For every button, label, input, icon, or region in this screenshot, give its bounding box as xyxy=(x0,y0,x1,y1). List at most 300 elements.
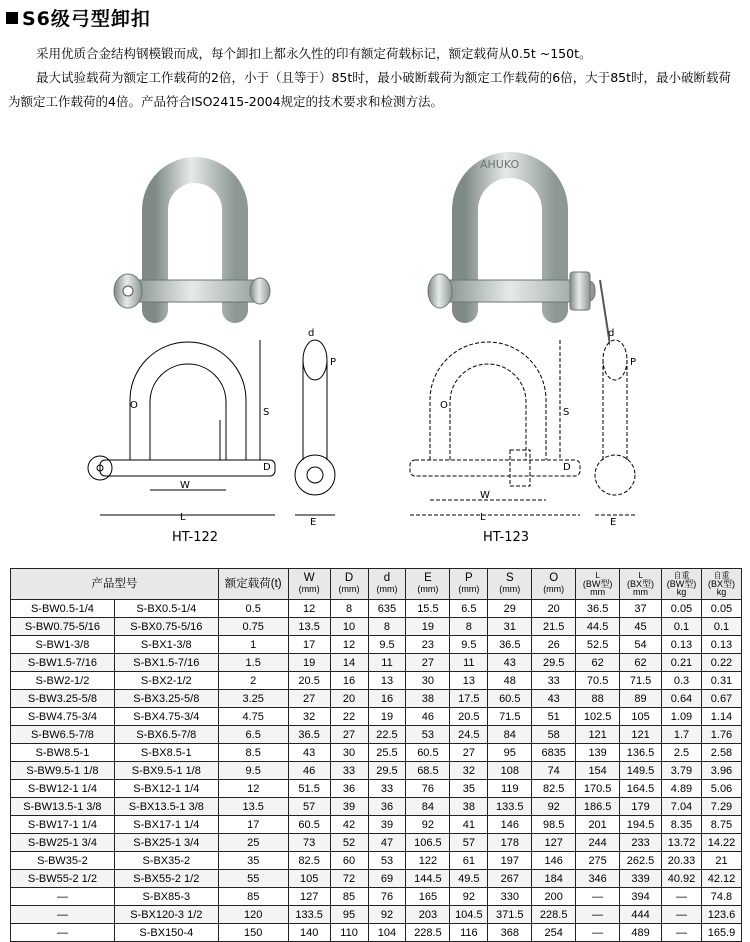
table-cell: 13.72 xyxy=(662,834,702,852)
table-cell: 22 xyxy=(330,708,368,726)
table-cell: 8 xyxy=(368,618,406,636)
table-cell: 51.5 xyxy=(288,780,330,798)
table-cell: 74.8 xyxy=(701,888,741,906)
table-cell: 13 xyxy=(368,672,406,690)
svg-text:L: L xyxy=(480,512,486,523)
table-cell: 98.5 xyxy=(532,816,576,834)
table-cell: 57 xyxy=(450,834,488,852)
table-cell: 6.5 xyxy=(218,726,288,744)
table-cell: S-BX0.75-5/16 xyxy=(114,618,218,636)
table-cell: 339 xyxy=(620,870,662,888)
table-cell: 106.5 xyxy=(406,834,450,852)
table-cell: 12 xyxy=(330,636,368,654)
table-cell: 635 xyxy=(368,600,406,618)
table-cell: 244 xyxy=(576,834,620,852)
svg-text:d: d xyxy=(308,328,315,339)
table-cell: 1 xyxy=(218,636,288,654)
table-cell: S-BX35-2 xyxy=(114,852,218,870)
intro-paragraph-1: 采用优质合金结构钢模锻而成，每个卸扣上都永久性的印有额定荷载标记，额定载荷从0.5t ~150t。 xyxy=(36,46,592,61)
table-cell: 27 xyxy=(288,690,330,708)
table-cell: 33 xyxy=(368,780,406,798)
table-row xyxy=(11,798,742,816)
table-cell: 133.5 xyxy=(488,798,532,816)
table-cell: 62 xyxy=(576,654,620,672)
table-cell: 39 xyxy=(368,816,406,834)
table-cell: S-BX55-2 1/2 xyxy=(114,870,218,888)
table-cell: 105 xyxy=(288,870,330,888)
table-cell: 48 xyxy=(488,672,532,690)
table-cell: S-BX3.25-5/8 xyxy=(114,690,218,708)
table-cell: 88 xyxy=(576,690,620,708)
table-cell: 201 xyxy=(576,816,620,834)
table-cell: 69 xyxy=(368,870,406,888)
table-cell: 84 xyxy=(488,726,532,744)
table-cell: 23 xyxy=(406,636,450,654)
header-w: W (mm) xyxy=(288,569,330,600)
table-row xyxy=(11,672,742,690)
table-cell: S-BX25-1 3/4 xyxy=(114,834,218,852)
table-row xyxy=(11,888,742,906)
table-cell: 0.75 xyxy=(218,618,288,636)
table-cell: 1.7 xyxy=(662,726,702,744)
table-row xyxy=(11,852,742,870)
table-cell: 13 xyxy=(450,672,488,690)
table-cell: 82.5 xyxy=(288,852,330,870)
table-cell: 444 xyxy=(620,906,662,924)
table-cell: 32 xyxy=(288,708,330,726)
table-cell: 60 xyxy=(330,852,368,870)
table-cell: S-BW1-3/8 xyxy=(11,636,115,654)
drawing-caption-ht-122: HT-122 xyxy=(172,530,219,545)
table-cell: 16 xyxy=(368,690,406,708)
table-cell: S-BW25-1 3/4 xyxy=(11,834,115,852)
table-cell: 44.5 xyxy=(576,618,620,636)
table-cell: 0.1 xyxy=(662,618,702,636)
table-cell: 146 xyxy=(488,816,532,834)
table-cell: S-BW13.5-1 3/8 xyxy=(11,798,115,816)
table-cell: 15.5 xyxy=(406,600,450,618)
table-cell: 368 xyxy=(488,924,532,942)
table-cell: S-BX150-4 xyxy=(114,924,218,942)
table-cell: 20 xyxy=(532,600,576,618)
table-cell: 1.09 xyxy=(662,708,702,726)
table-cell: 19 xyxy=(288,654,330,672)
table-cell: S-BW1.5-7/16 xyxy=(11,654,115,672)
table-cell: S-BX85-3 xyxy=(114,888,218,906)
table-cell: 4.75 xyxy=(218,708,288,726)
table-cell: — xyxy=(576,888,620,906)
svg-text:L: L xyxy=(180,512,186,523)
table-cell: S-BW0.5-1/4 xyxy=(11,600,115,618)
table-cell: 92 xyxy=(368,906,406,924)
table-cell: 116 xyxy=(450,924,488,942)
table-cell: 19 xyxy=(406,618,450,636)
table-cell: 71.5 xyxy=(488,708,532,726)
table-cell: 2.58 xyxy=(701,744,741,762)
table-cell: 0.3 xyxy=(662,672,702,690)
table-cell: S-BX9.5-1 1/8 xyxy=(114,762,218,780)
table-cell: 76 xyxy=(368,888,406,906)
table-cell: 1.76 xyxy=(701,726,741,744)
table-cell: 27 xyxy=(330,726,368,744)
svg-text:W: W xyxy=(180,480,190,491)
table-cell: 42 xyxy=(330,816,368,834)
header-d-lower: d (mm) xyxy=(368,569,406,600)
table-cell: 119 xyxy=(488,780,532,798)
table-cell: 60.5 xyxy=(406,744,450,762)
table-cell: S-BW6.5-7/8 xyxy=(11,726,115,744)
table-row xyxy=(11,708,742,726)
table-cell: 8.75 xyxy=(701,816,741,834)
table-cell: 20.33 xyxy=(662,852,702,870)
intro-paragraph-2: 最大试验载荷为额定工作载荷的2倍，小于（且等于）85t时，最小破断载荷为额定工作载荷的6倍，大于85t时，最小破断载荷为额定工作载荷的4倍。产品符合ISO2415-2004规定的技术要求和检测方法。 xyxy=(8,70,732,109)
table-cell: S-BW35-2 xyxy=(11,852,115,870)
table-cell: 62 xyxy=(620,654,662,672)
table-cell: 43 xyxy=(532,690,576,708)
table-cell: 203 xyxy=(406,906,450,924)
header-d-upper: D (mm) xyxy=(330,569,368,600)
header-weight-bw: 自重 (BW型) kg xyxy=(662,569,702,600)
table-cell: 7.29 xyxy=(701,798,741,816)
table-cell: 5.06 xyxy=(701,780,741,798)
table-cell: 49.5 xyxy=(450,870,488,888)
table-cell: 0.13 xyxy=(701,636,741,654)
table-cell: S-BX2-1/2 xyxy=(114,672,218,690)
table-cell: 82.5 xyxy=(532,780,576,798)
table-cell: S-BX1.5-7/16 xyxy=(114,654,218,672)
table-cell: 228.5 xyxy=(532,906,576,924)
table-cell: 13.5 xyxy=(218,798,288,816)
table-cell: 11 xyxy=(450,654,488,672)
table-cell: 186.5 xyxy=(576,798,620,816)
table-cell: S-BX12-1 1/4 xyxy=(114,780,218,798)
table-cell: 36.5 xyxy=(288,726,330,744)
table-cell: 27 xyxy=(406,654,450,672)
table-cell: S-BW8.5-1 xyxy=(11,744,115,762)
svg-text:D: D xyxy=(563,462,571,473)
table-cell: 194.5 xyxy=(620,816,662,834)
table-cell: S-BX13.5-1 3/8 xyxy=(114,798,218,816)
table-cell: 164.5 xyxy=(620,780,662,798)
technical-drawing-ht-122 xyxy=(60,320,360,555)
table-cell: 179 xyxy=(620,798,662,816)
table-cell: 0.22 xyxy=(701,654,741,672)
table-cell: 47 xyxy=(368,834,406,852)
table-cell: 36.5 xyxy=(488,636,532,654)
table-cell: S-BX4.75-3/4 xyxy=(114,708,218,726)
table-row xyxy=(11,690,742,708)
table-cell: 35 xyxy=(218,852,288,870)
table-cell: 52 xyxy=(330,834,368,852)
table-cell: 53 xyxy=(406,726,450,744)
table-cell: 45 xyxy=(620,618,662,636)
svg-text:P: P xyxy=(330,357,337,368)
table-cell: 33 xyxy=(330,762,368,780)
table-cell: 46 xyxy=(406,708,450,726)
svg-text:W: W xyxy=(480,490,490,501)
table-cell: 102.5 xyxy=(576,708,620,726)
table-cell: 35 xyxy=(450,780,488,798)
table-cell: 31 xyxy=(488,618,532,636)
table-cell: 110 xyxy=(330,924,368,942)
table-cell: 12 xyxy=(218,780,288,798)
table-cell: 33 xyxy=(532,672,576,690)
stamp-text: AHUKO xyxy=(480,158,520,171)
table-cell: 52.5 xyxy=(576,636,620,654)
table-cell: 3.25 xyxy=(218,690,288,708)
table-row xyxy=(11,834,742,852)
table-cell: 22.5 xyxy=(368,726,406,744)
table-cell: 38 xyxy=(450,798,488,816)
svg-text:S: S xyxy=(563,407,570,418)
table-cell: 29 xyxy=(488,600,532,618)
table-cell: 197 xyxy=(488,852,532,870)
table-cell: 29.5 xyxy=(368,762,406,780)
table-cell: 25 xyxy=(218,834,288,852)
table-cell: 92 xyxy=(532,798,576,816)
table-cell: 7.04 xyxy=(662,798,702,816)
table-cell: 121 xyxy=(620,726,662,744)
table-cell: 85 xyxy=(330,888,368,906)
table-cell: 17 xyxy=(288,636,330,654)
table-cell: 123.6 xyxy=(701,906,741,924)
header-load: 额定载荷(t) xyxy=(218,569,288,600)
svg-text:d: d xyxy=(608,328,615,339)
table-cell: 57 xyxy=(288,798,330,816)
table-cell: S-BX1-3/8 xyxy=(114,636,218,654)
table-cell: 42.12 xyxy=(701,870,741,888)
table-row xyxy=(11,654,742,672)
table-cell: 10 xyxy=(330,618,368,636)
table-cell: 104.5 xyxy=(450,906,488,924)
svg-text:D: D xyxy=(263,462,271,473)
table-row xyxy=(11,636,742,654)
table-cell: 70.5 xyxy=(576,672,620,690)
table-cell: 1.14 xyxy=(701,708,741,726)
table-cell: 8 xyxy=(450,618,488,636)
table-cell: S-BW4.75-3/4 xyxy=(11,708,115,726)
table-cell: 346 xyxy=(576,870,620,888)
table-cell: 30 xyxy=(330,744,368,762)
table-cell: 165.9 xyxy=(701,924,741,942)
table-cell: 26 xyxy=(532,636,576,654)
page-title xyxy=(6,4,151,31)
table-cell: 233 xyxy=(620,834,662,852)
table-row xyxy=(11,762,742,780)
table-cell: 2 xyxy=(218,672,288,690)
table-cell: 8.5 xyxy=(218,744,288,762)
table-cell: 58 xyxy=(532,726,576,744)
table-cell: 262.5 xyxy=(620,852,662,870)
table-cell: 54 xyxy=(620,636,662,654)
table-cell: S-BW3.25-5/8 xyxy=(11,690,115,708)
table-cell: S-BW12-1 1/4 xyxy=(11,780,115,798)
table-cell: 39 xyxy=(330,798,368,816)
header-p: P (mm) xyxy=(450,569,488,600)
table-cell: — xyxy=(11,924,115,942)
table-cell: 0.05 xyxy=(662,600,702,618)
table-cell: 89 xyxy=(620,690,662,708)
table-cell: 17 xyxy=(218,816,288,834)
table-cell: 16 xyxy=(330,672,368,690)
table-cell: 43 xyxy=(488,654,532,672)
table-cell: 8 xyxy=(330,600,368,618)
table-cell: 0.05 xyxy=(701,600,741,618)
table-cell: — xyxy=(576,924,620,942)
table-row xyxy=(11,870,742,888)
table-cell: 178 xyxy=(488,834,532,852)
table-cell: 76 xyxy=(406,780,450,798)
table-cell: 3.96 xyxy=(701,762,741,780)
table-cell: — xyxy=(576,906,620,924)
table-cell: 84 xyxy=(406,798,450,816)
table-cell: 29.5 xyxy=(532,654,576,672)
table-cell: 17.5 xyxy=(450,690,488,708)
table-cell: 170.5 xyxy=(576,780,620,798)
table-cell: 36 xyxy=(330,780,368,798)
table-cell: 32 xyxy=(450,762,488,780)
table-cell: 92 xyxy=(450,888,488,906)
table-cell: 371.5 xyxy=(488,906,532,924)
table-cell: 12 xyxy=(288,600,330,618)
svg-text:S: S xyxy=(263,407,270,418)
header-model: 产品型号 xyxy=(11,569,219,600)
svg-text:E: E xyxy=(310,517,317,528)
table-cell: S-BX120-3 1/2 xyxy=(114,906,218,924)
table-cell: 95 xyxy=(330,906,368,924)
table-cell: S-BX8.5-1 xyxy=(114,744,218,762)
table-cell: 146 xyxy=(532,852,576,870)
table-cell: S-BW0.75-5/16 xyxy=(11,618,115,636)
table-cell: — xyxy=(662,906,702,924)
table-cell: 21.5 xyxy=(532,618,576,636)
table-cell: 14.22 xyxy=(701,834,741,852)
table-row xyxy=(11,618,742,636)
table-cell: 92 xyxy=(406,816,450,834)
table-cell: 41 xyxy=(450,816,488,834)
table-cell: 19 xyxy=(368,708,406,726)
table-cell: 267 xyxy=(488,870,532,888)
header-weight-bx: 自重 (BX型) kg xyxy=(701,569,741,600)
table-cell: 21 xyxy=(701,852,741,870)
table-header-row xyxy=(11,569,742,600)
table-cell: 108 xyxy=(488,762,532,780)
svg-text:E: E xyxy=(610,517,617,528)
svg-text:P: P xyxy=(630,357,637,368)
table-cell: 27 xyxy=(450,744,488,762)
table-row xyxy=(11,924,742,942)
title-text: S6级弓型卸扣 xyxy=(22,8,151,30)
spec-table xyxy=(10,568,742,942)
table-cell: 165 xyxy=(406,888,450,906)
drawing-caption-ht-123: HT-123 xyxy=(483,530,530,545)
technical-drawing-ht-123 xyxy=(380,320,680,555)
table-cell: 133.5 xyxy=(288,906,330,924)
table-cell: 200 xyxy=(532,888,576,906)
table-cell: 30 xyxy=(406,672,450,690)
table-cell: 6835 xyxy=(532,744,576,762)
table-cell: 139 xyxy=(576,744,620,762)
table-cell: 37 xyxy=(620,600,662,618)
table-cell: 140 xyxy=(288,924,330,942)
table-cell: 0.67 xyxy=(701,690,741,708)
table-cell: 46 xyxy=(288,762,330,780)
table-row xyxy=(11,726,742,744)
table-cell: 9.5 xyxy=(368,636,406,654)
table-cell: 20.5 xyxy=(450,708,488,726)
table-cell: 228.5 xyxy=(406,924,450,942)
header-e: E (mm) xyxy=(406,569,450,600)
table-cell: 9.5 xyxy=(218,762,288,780)
table-cell: 3.79 xyxy=(662,762,702,780)
table-cell: 121 xyxy=(576,726,620,744)
table-cell: 20 xyxy=(330,690,368,708)
table-cell: — xyxy=(11,888,115,906)
table-cell: 43 xyxy=(288,744,330,762)
table-cell: 122 xyxy=(406,852,450,870)
table-cell: 2.5 xyxy=(662,744,702,762)
table-cell: 72 xyxy=(330,870,368,888)
table-cell: 154 xyxy=(576,762,620,780)
table-cell: 489 xyxy=(620,924,662,942)
svg-text:O: O xyxy=(440,400,448,411)
table-cell: 0.64 xyxy=(662,690,702,708)
table-cell: 150 xyxy=(218,924,288,942)
table-cell: 127 xyxy=(532,834,576,852)
table-cell: 36 xyxy=(368,798,406,816)
header-s: S (mm) xyxy=(488,569,532,600)
table-cell: 184 xyxy=(532,870,576,888)
table-cell: 38 xyxy=(406,690,450,708)
table-cell: 1.5 xyxy=(218,654,288,672)
table-cell: S-BX0.5-1/4 xyxy=(114,600,218,618)
table-cell: 8.35 xyxy=(662,816,702,834)
table-cell: 13.5 xyxy=(288,618,330,636)
table-cell: 105 xyxy=(620,708,662,726)
table-cell: 275 xyxy=(576,852,620,870)
table-cell: 55 xyxy=(218,870,288,888)
table-cell: — xyxy=(11,906,115,924)
table-cell: 60.5 xyxy=(488,690,532,708)
table-row xyxy=(11,600,742,618)
table-cell: 120 xyxy=(218,906,288,924)
table-cell: 104 xyxy=(368,924,406,942)
table-cell: 74 xyxy=(532,762,576,780)
table-cell: 0.13 xyxy=(662,636,702,654)
table-cell: 9.5 xyxy=(450,636,488,654)
header-o: O (mm) xyxy=(532,569,576,600)
table-cell: 6.5 xyxy=(450,600,488,618)
header-l-bx: L (BX型) mm xyxy=(620,569,662,600)
table-cell: 254 xyxy=(532,924,576,942)
table-cell: 95 xyxy=(488,744,532,762)
table-cell: 60.5 xyxy=(288,816,330,834)
table-cell: 149.5 xyxy=(620,762,662,780)
table-cell: S-BW9.5-1 1/8 xyxy=(11,762,115,780)
table-cell: 71.5 xyxy=(620,672,662,690)
table-cell: 136.5 xyxy=(620,744,662,762)
table-row xyxy=(11,816,742,834)
table-cell: S-BX6.5-7/8 xyxy=(114,726,218,744)
table-cell: 127 xyxy=(288,888,330,906)
table-cell: 61 xyxy=(450,852,488,870)
table-cell: 0.5 xyxy=(218,600,288,618)
table-cell: 4.89 xyxy=(662,780,702,798)
table-cell: 394 xyxy=(620,888,662,906)
table-cell: 73 xyxy=(288,834,330,852)
table-cell: 51 xyxy=(532,708,576,726)
table-cell: 0.1 xyxy=(701,618,741,636)
